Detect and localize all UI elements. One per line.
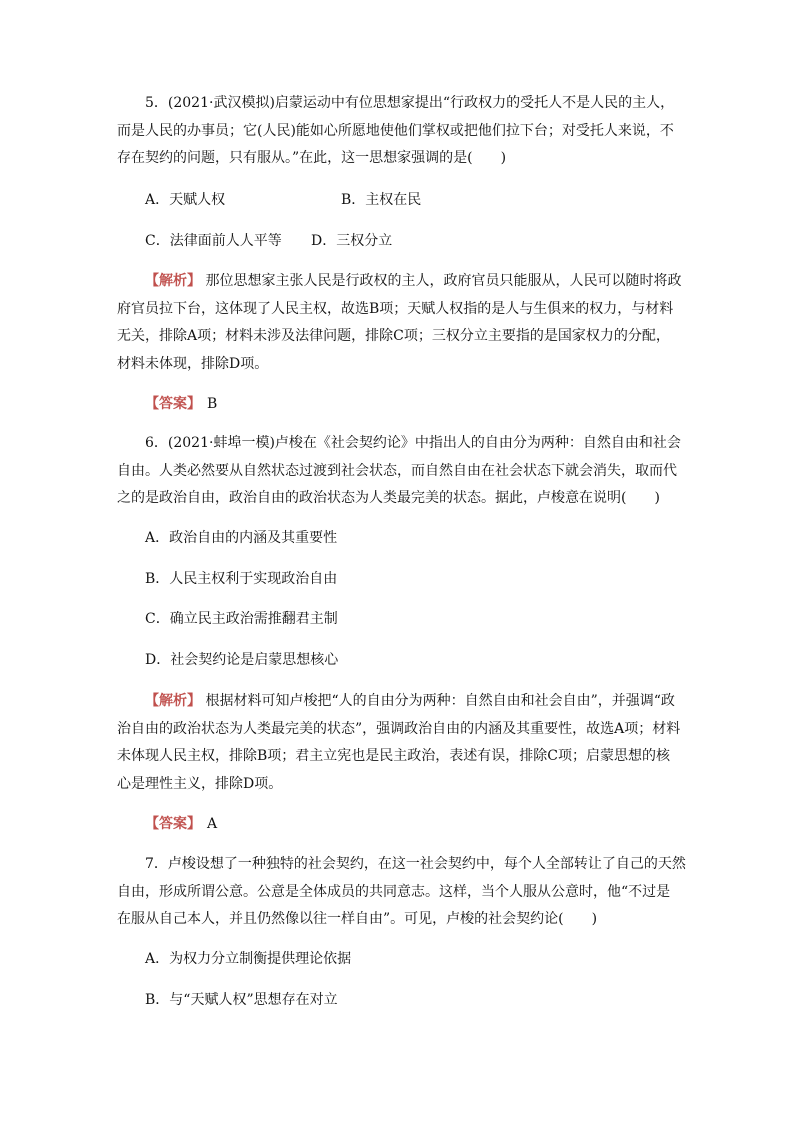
question-5-line: 而是人民的办事员；它(人民)能如心所愿地使他们掌权或把他们拉下台；对受托人来说，不 (117, 122, 674, 139)
answer-value: B (207, 396, 218, 412)
question-5-answer (117, 391, 677, 419)
option-c: C．确立民主政治需推翻君主制 (145, 611, 338, 627)
question-5-stem (117, 90, 677, 173)
analysis-text: 那位思想家主张人民是行政权的主人，政府官员只能服从，人民可以随时将政 (205, 273, 682, 289)
analysis-tag: 【解析】 (145, 273, 201, 289)
answer-tag: 【答案】 (145, 816, 201, 832)
analysis-text: 根据材料可知卢梭把“人的自由分为两种：自然自由和社会自由”，并强调“政 (205, 693, 675, 709)
question-6-answer (117, 811, 677, 839)
answer-tag: 【答案】 (145, 396, 201, 412)
question-6-option-a (117, 525, 677, 553)
analysis-text: 无关，排除A项；材料未涉及法律问题，排除C项；三权分立主要指的是国家权力的分配， (117, 328, 670, 344)
question-7-line: 7．卢梭设想了一种独特的社会契约，在这一社会契约中，每个人全部转让了自己的天然 (145, 856, 686, 872)
analysis-text: 未体现人民主权，排除B项；君主立宪也是民主政治，表述有误，排除C项；启蒙思想的核 (117, 748, 670, 764)
question-6-option-c (117, 606, 677, 634)
analysis-text: 材料未体现，排除D项。 (117, 355, 269, 372)
question-7-line: 自由，形成所谓公意。公意是全体成员的共同意志。这样，当个人服从公意时，他“不过是 (117, 883, 671, 900)
option-a: A．天赋人权 (145, 192, 226, 208)
question-5-line: 存在契约的问题，只有服从。”在此，这一思想家强调的是( ) (117, 150, 507, 166)
question-5-line: 5．(2021·武汉模拟)启蒙运动中有位思想家提出“行政权力的受托人不是人民的主人， (145, 95, 675, 111)
analysis-text: 府官员拉下台，这体现了人民主权，故选B项；天赋人权指的是人与生俱来的权力，与材料 (117, 300, 674, 317)
question-6-option-b (117, 566, 677, 594)
question-6-analysis (117, 688, 681, 798)
option-a: A．为权力分立制衡提供理论依据 (145, 951, 352, 967)
options-row (117, 228, 677, 256)
question-6-line: 自由。人类必然要从自然状态过渡到社会状态，而自然自由在社会状态下就会消失，取而代 (117, 462, 677, 479)
question-7-option-b (117, 987, 677, 1015)
option-c: C．法律面前人人平等 (145, 233, 282, 249)
question-6-stem (117, 430, 681, 513)
question-5-options-2 (117, 228, 677, 256)
analysis-text: 心是理性主义，排除D项。 (117, 775, 283, 792)
question-7-line: 在服从自己本人，并且仍然像以往一样自由”。可见，卢梭的社会契约论( ) (117, 911, 598, 927)
question-5-options (117, 187, 677, 215)
analysis-text: 治自由的政治状态为人类最完美的状态”，强调政治自由的内涵及其重要性，故选A项；材料 (117, 720, 681, 737)
analysis-tag: 【解析】 (145, 693, 201, 709)
option-b: B．主权在民 (341, 192, 422, 208)
question-7-stem (117, 851, 686, 934)
question-5-analysis (117, 268, 682, 378)
option-a: A．政治自由的内涵及其重要性 (145, 530, 338, 546)
option-b: B．人民主权利于实现政治自由 (145, 571, 338, 587)
question-6-option-d (117, 647, 677, 675)
option-b: B．与“天赋人权”思想存在对立 (145, 992, 338, 1008)
options-row (117, 187, 677, 215)
option-d: D．社会契约论是启蒙思想核心 (145, 652, 339, 668)
question-6-line: 6．(2021·蚌埠一模)卢梭在《社会契约论》中指出人的自由分为两种：自然自由和社会 (145, 435, 681, 451)
answer-value: A (207, 816, 218, 832)
question-6-line: 之的是政治自由，政治自由的政治状态为人类最完美的状态。据此，卢梭意在说明( ) (117, 490, 660, 506)
option-d: D．三权分立 (311, 233, 393, 249)
question-7-option-a (117, 946, 677, 974)
